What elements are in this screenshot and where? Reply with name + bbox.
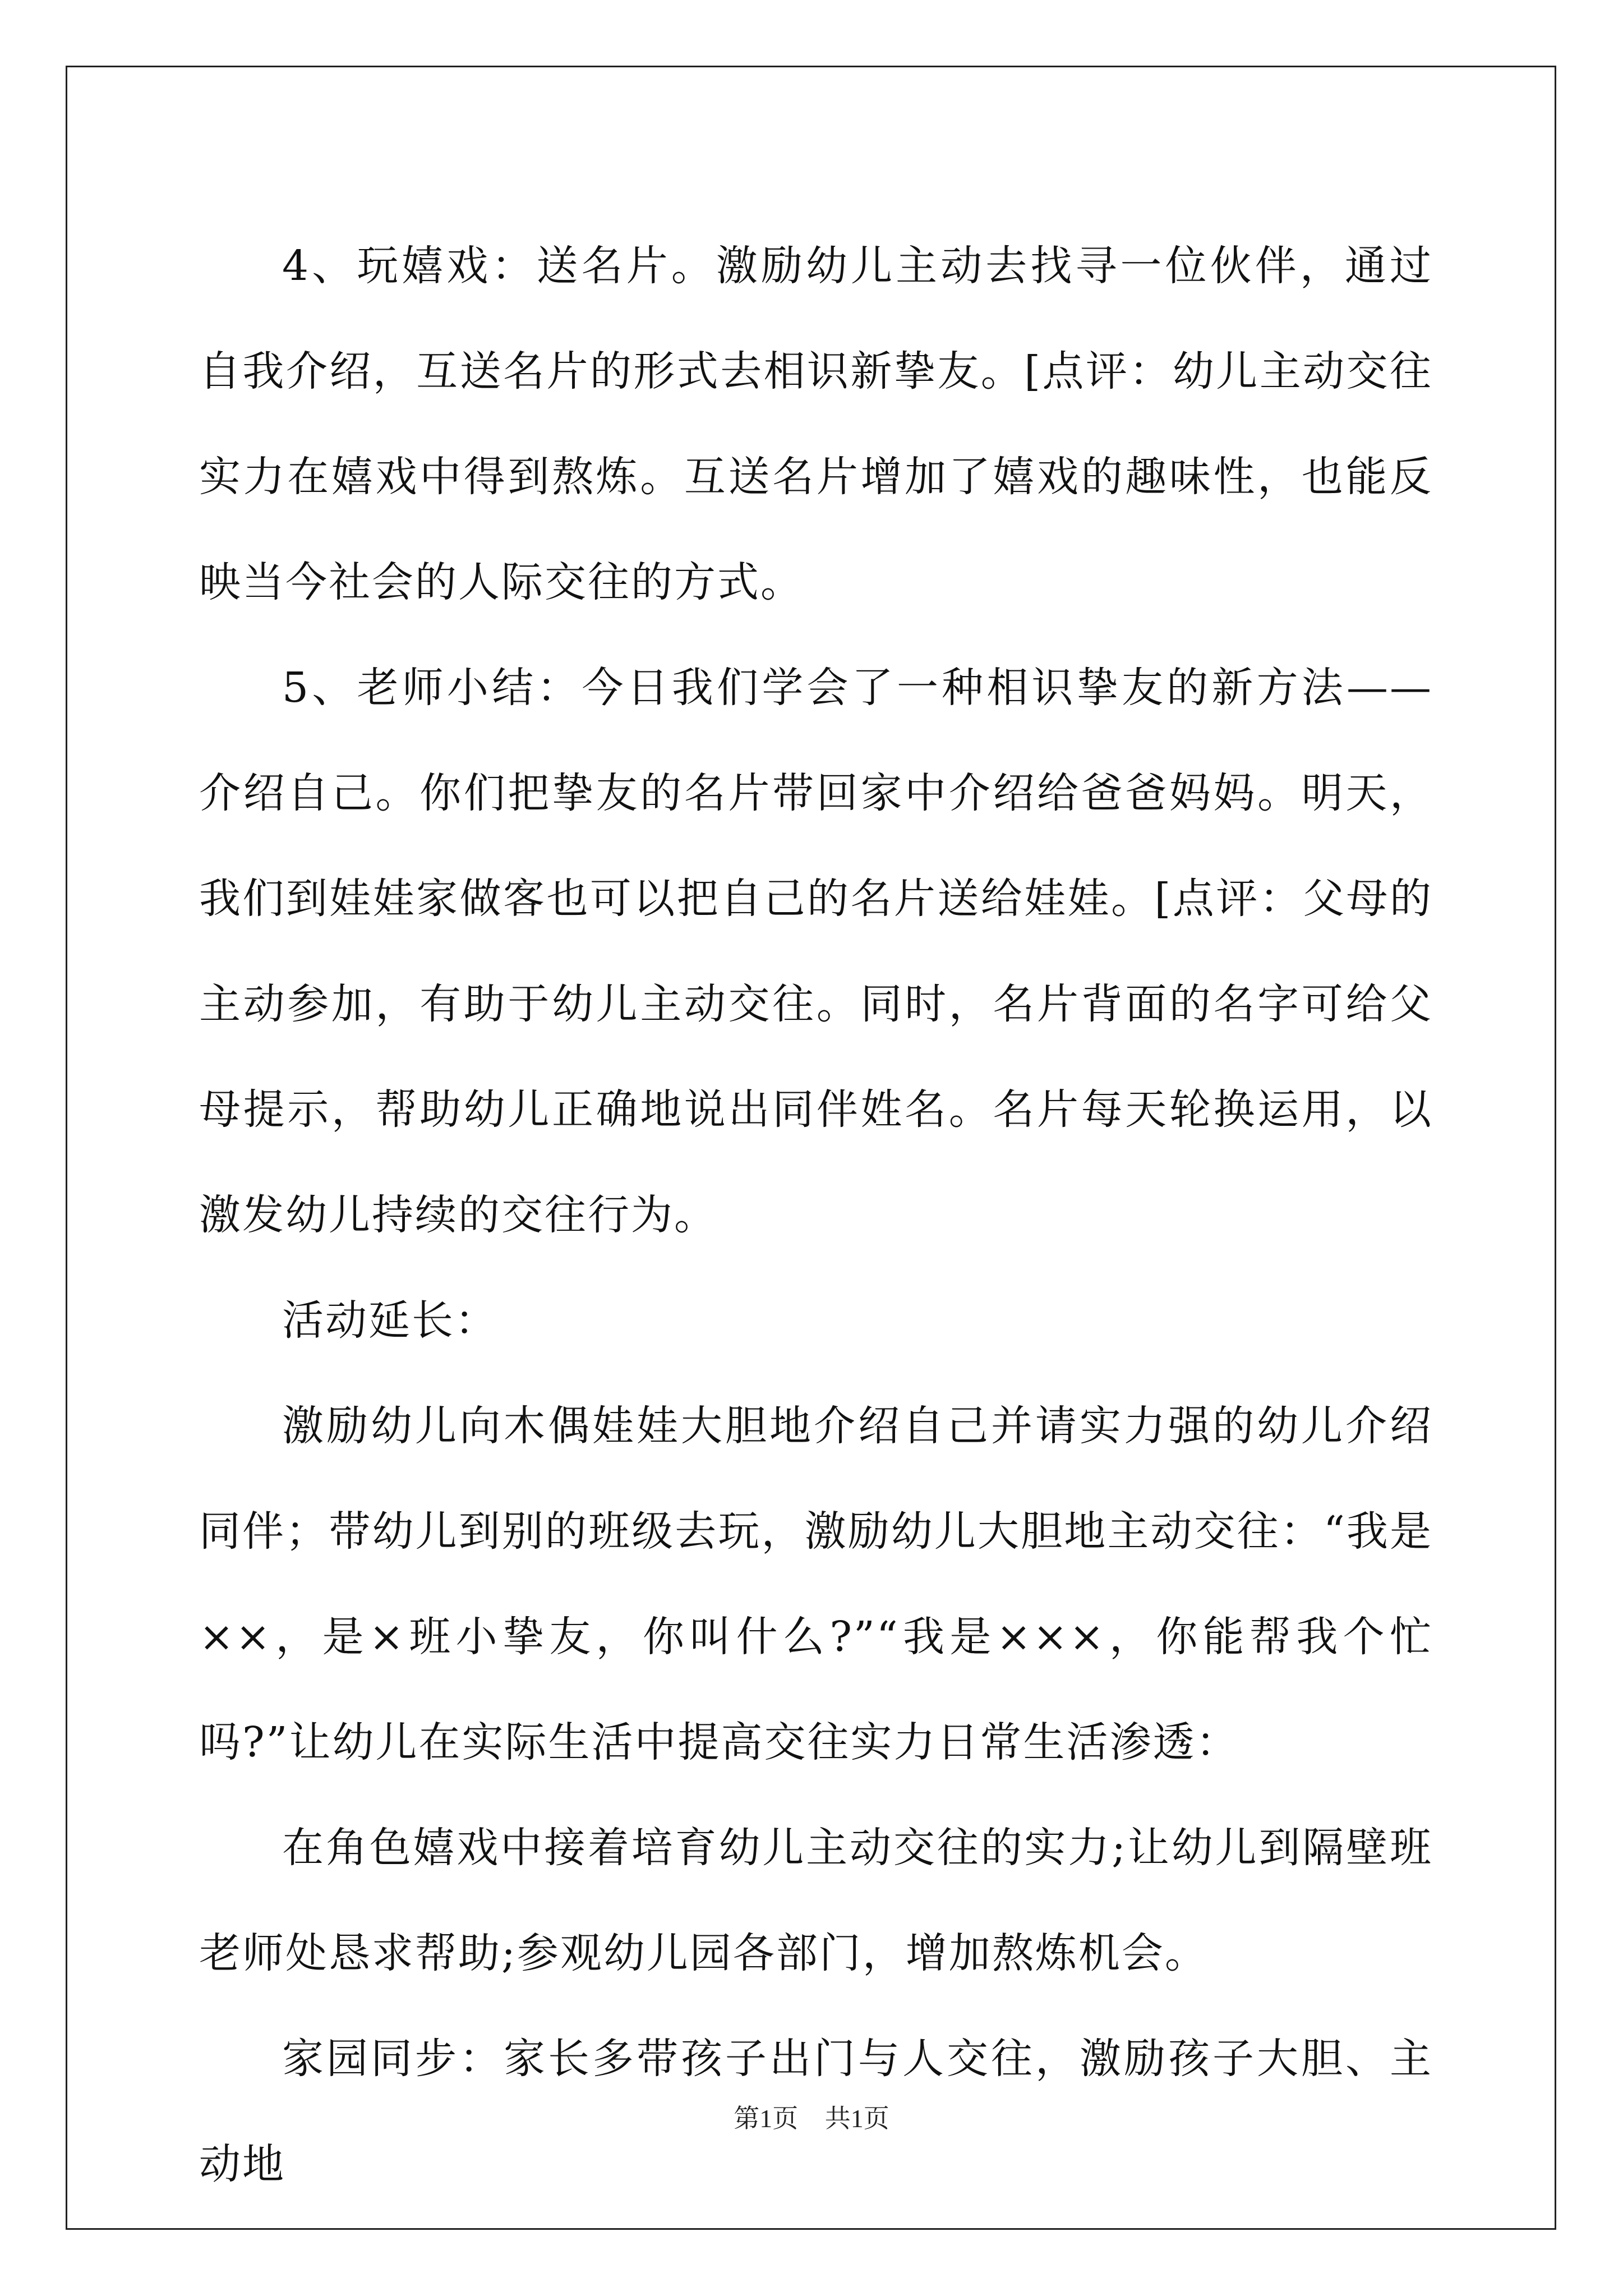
paragraph-summary: 5、老师小结：今日我们学会了一种相识挚友的新方法——介绍自己。你们把挚友的名片带回家中介绍给爸爸妈妈。明天，我们到娃娃家做客也可以把自己的名片送给娃娃。[点评：父母的主动参加，有助于幼儿主动交往。同时，名片背面的名字可给父母提示，帮助幼儿正确地说出同伴姓名。名片每天轮换运用，以激发幼儿持续的交往行为。 [199,664,1433,1239]
document-body [199,213,1433,2217]
paragraph-extension: 激励幼儿向木偶娃娃大胆地介绍自己并请实力强的幼儿介绍同伴；带幼儿到别的班级去玩，激励幼儿大胆地主动交往：“我是××，是×班小挚友，你叫什么?”“我是×××，你能帮我个忙吗?”让幼儿在实际生活中提高交往实力日常生活渗透： [199,1402,1433,1766]
page-footer [0,2098,1623,2135]
paragraph-home-sync: 家园同步：家长多带孩子出门与人交往，激励孩子大胆、主动地 [199,2035,1433,2188]
paragraph-extension-heading: 活动延长： [282,1296,498,1345]
paragraph-game: 4、玩嬉戏：送名片。激励幼儿主动去找寻一位伙伴，通过自我介绍，互送名片的形式去相识新挚友。[点评：幼儿主动交往实力在嬉戏中得到熬炼。互送名片增加了嬉戏的趣味性，也能反映当今社会的人际交往的方式。 [199,242,1433,606]
page-number: 第1页 [734,2104,799,2133]
page-total: 共1页 [824,2104,889,2133]
paragraph-role-play: 在角色嬉戏中接着培育幼儿主动交往的实力;让幼儿到隔壁班老师处恳求帮助;参观幼儿园各部门，增加熬炼机会。 [199,1824,1433,1977]
